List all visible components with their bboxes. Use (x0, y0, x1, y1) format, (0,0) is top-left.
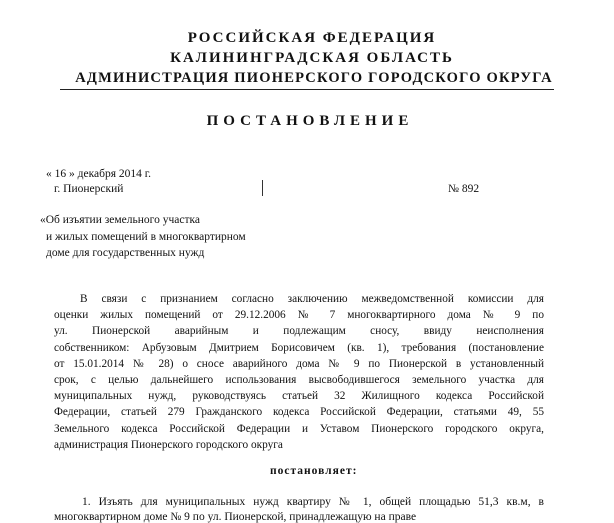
body-line: Земельного кодекса Российской Федерации и Уставом Пионерского городского округа, (54, 422, 544, 435)
body-line: администрация Пионерского городского округа (54, 438, 283, 451)
decree-word: постановляет: (270, 465, 358, 477)
body-line: ул. Пионерской аварийным и подлежащим сносу, ввиду неисполнения (54, 325, 544, 338)
document-body (54, 291, 544, 453)
subject-line-3: доме для государственных нужд (46, 247, 205, 259)
body-line: срок, с целью дальнейшего использования высвободившегося земельного участка для (54, 373, 544, 386)
header-administration: АДМИНИСТРАЦИЯ ПИОНЕРСКОГО ГОРОДСКОГО ОКРУГА (75, 70, 553, 86)
document-place: г. Пионерский (54, 183, 124, 195)
document-number: № 892 (448, 183, 480, 195)
body-line: собственником: Арбузовым Дмитрием Борисовичем (кв. 1), требования (постановление (54, 341, 544, 354)
subject-line-1: «Об изъятии земельного участка (40, 214, 200, 226)
subject-line-2: и жилых помещений в многоквартирном (46, 231, 246, 243)
body-line: В связи с признанием согласно заключению межведомственной комиссии для (80, 293, 544, 305)
decree-item-1: 1. Изъять для муниципальных нужд квартиру № 1, общей площадью 51,3 кв.м, в (82, 496, 544, 508)
decree-item-1-continued: многоквартирном доме № 9 по ул. Пионерской, принадлежащую на праве (54, 511, 417, 523)
header-country: РОССИЙСКАЯ ФЕДЕРАЦИЯ (187, 30, 437, 46)
document-date: « 16 » декабря 2014 г. (46, 168, 152, 180)
body-line: от 15.01.2014 № 28) о сносе аварийного дома № 9 по Пионерской в установленный (54, 357, 544, 370)
body-line: муниципальных нужд, руководствуясь статьей 32 Жилищного кодекса Российской (54, 390, 544, 403)
document-title: ПОСТАНОВЛЕНИЕ (206, 113, 414, 129)
body-line: Федерации, статьей 279 Гражданского кодекса Российской Федерации, статьями 49, 55 (54, 406, 544, 419)
body-line: оценки жилых помещений от 29.12.2006 № 7 многоквартирного дома № 9 по (54, 309, 544, 322)
text-cursor-bar (262, 180, 263, 196)
header-divider (60, 89, 554, 90)
header-region: КАЛИНИНГРАДСКАЯ ОБЛАСТЬ (170, 50, 454, 66)
